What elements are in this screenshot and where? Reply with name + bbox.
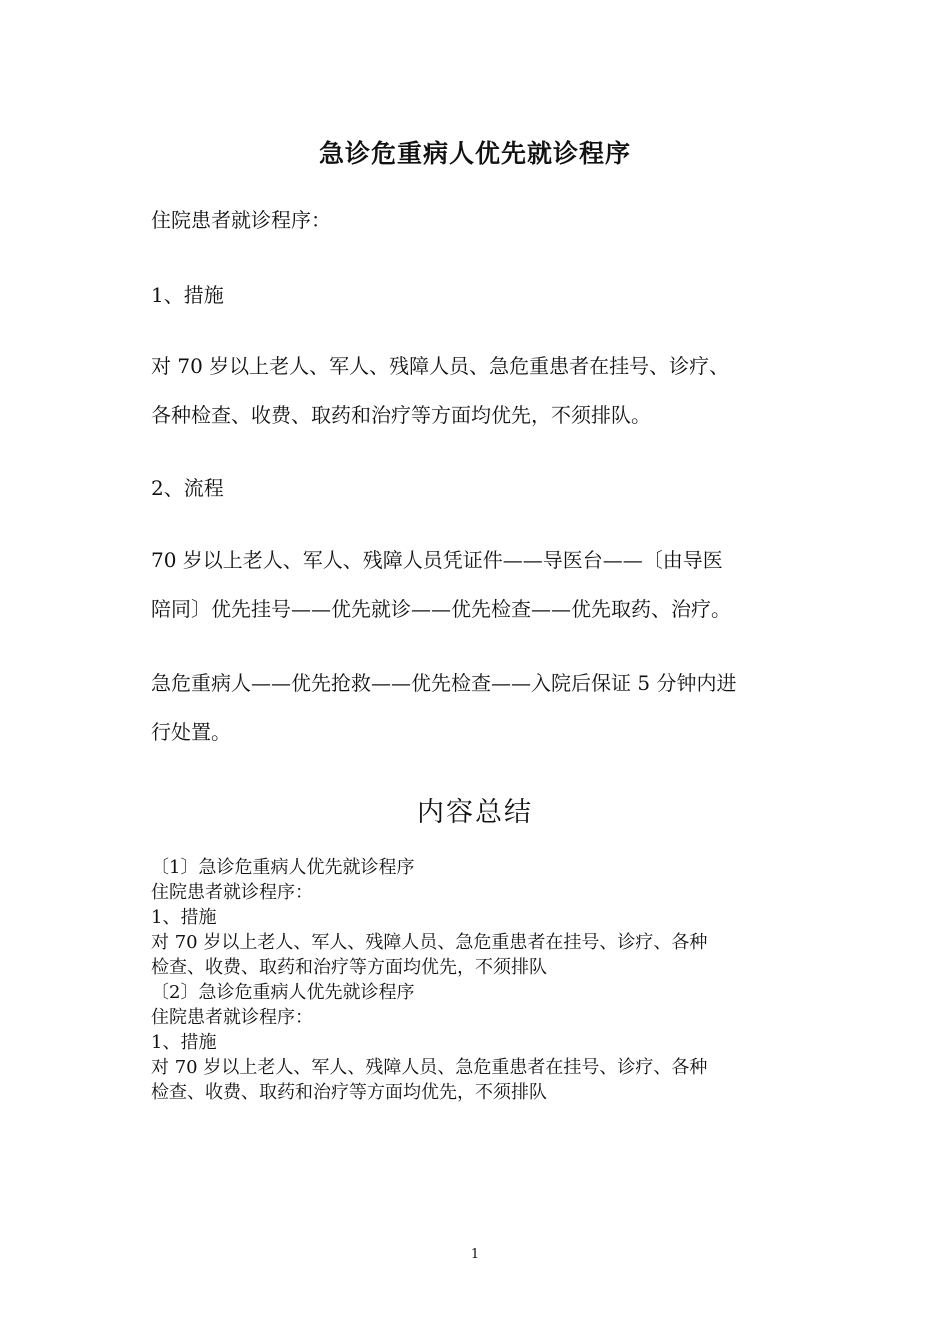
summary-line: 对 70 岁以上老人、军人、残障人员、急危重患者在挂号、诊疗、各种 — [151, 1057, 708, 1078]
summary-line: 对 70 岁以上老人、军人、残障人员、急危重患者在挂号、诊疗、各种 — [151, 932, 708, 953]
body-line-process-heading: 2、流程 — [151, 476, 224, 500]
body-line-critical-text-1: 急危重病人——优先抢救——优先检查——入院后保证 5 分钟内进 — [151, 671, 737, 695]
page-number: 1 — [470, 1247, 480, 1262]
body-line-process-text-1: 70 岁以上老人、军人、残障人员凭证件——导医台——〔由导医 — [151, 548, 723, 572]
body-line-measures-text-2: 各种检查、收费、取药和治疗等方面均优先，不须排队。 — [151, 403, 651, 427]
summary-line: 〔1〕急诊危重病人优先就诊程序 — [151, 857, 415, 878]
body-line-outpatient-procedure: 住院患者就诊程序： — [151, 208, 331, 232]
summary-line: 住院患者就诊程序： — [151, 882, 313, 903]
summary-line: 1、措施 — [151, 907, 217, 928]
document-title: 急诊危重病人优先就诊程序 — [318, 139, 631, 168]
body-line-process-text-2: 陪同〕优先挂号——优先就诊——优先检查——优先取药、治疗。 — [151, 597, 731, 621]
summary-heading: 内容总结 — [417, 797, 533, 828]
summary-line: 住院患者就诊程序： — [151, 1007, 313, 1028]
summary-block — [151, 855, 801, 1105]
body-line-critical-text-2: 行处置。 — [151, 720, 231, 744]
summary-line: 1、措施 — [151, 1032, 217, 1053]
body-line-measures-text-1: 对 70 岁以上老人、军人、残障人员、急危重患者在挂号、诊疗、 — [151, 354, 730, 378]
summary-line: 检查、收费、取药和治疗等方面均优先，不须排队 — [151, 957, 547, 978]
summary-line: 〔2〕急诊危重病人优先就诊程序 — [151, 982, 415, 1003]
body-line-measures-heading: 1、措施 — [151, 283, 224, 307]
summary-line: 检查、收费、取药和治疗等方面均优先，不须排队 — [151, 1082, 547, 1103]
